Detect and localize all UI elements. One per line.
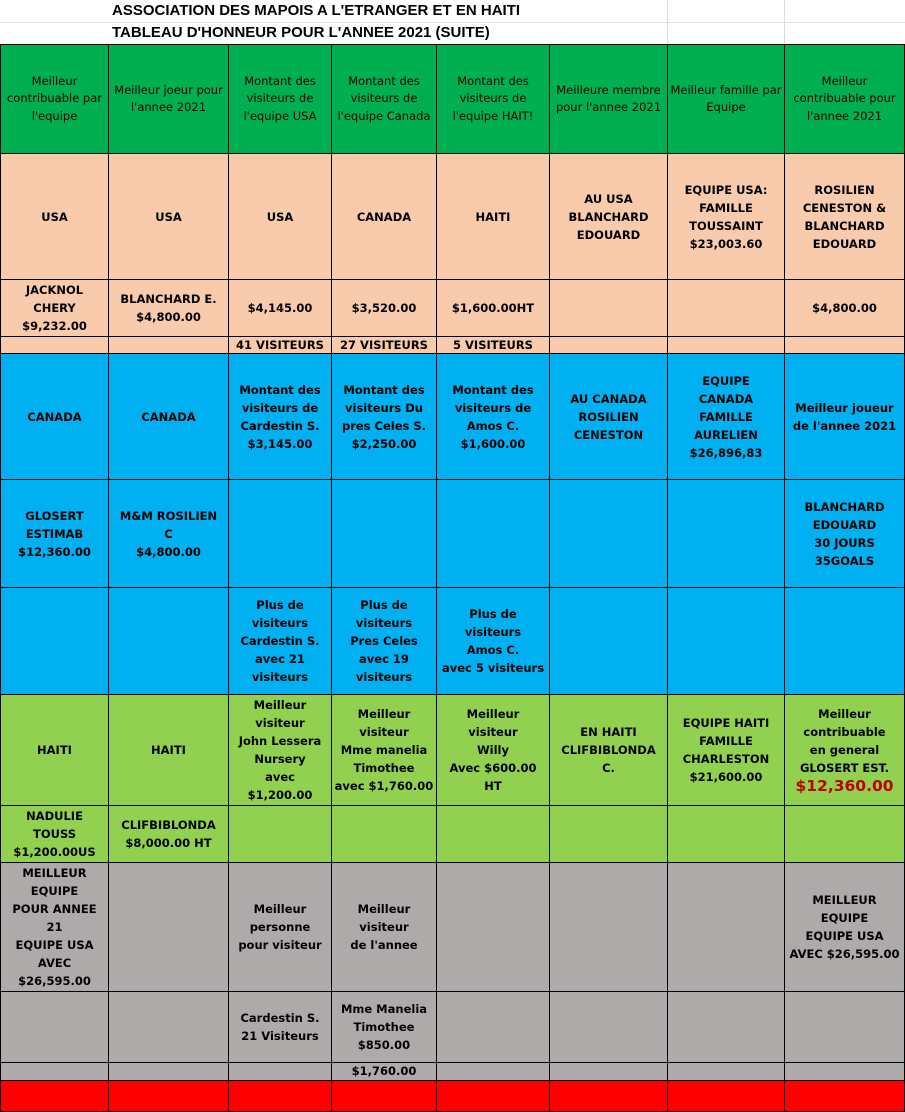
header-cell: Meilleur contribuable pour l'annee 2021: [785, 45, 905, 154]
table-cell: 27 VISITEURS: [332, 337, 437, 354]
table-cell: [437, 1063, 550, 1081]
table-cell: Plus de visiteurs Cardestin S. avec 21 visiteurs: [229, 588, 332, 695]
table-cell: BLANCHARD E. $4,800.00: [109, 280, 229, 337]
table-cell: $3,520.00: [332, 280, 437, 337]
table-cell: Cardestin S. 21 Visiteurs: [229, 992, 332, 1063]
best-team-row: [1, 992, 905, 1063]
table-cell: [668, 863, 785, 992]
contributor-amount: $12,360.00: [795, 777, 894, 795]
table-cell: [550, 806, 668, 863]
footer-cell: [109, 1081, 229, 1112]
table-cell: Montant des visiteurs de Cardestin S. $3,145.00: [229, 354, 332, 480]
table-cell: BLANCHARD EDOUARD 30 JOURS 35GOALS: [785, 480, 905, 588]
table-cell: CANADA: [332, 154, 437, 280]
table-cell: [1, 588, 109, 695]
table-cell: [437, 863, 550, 992]
table-cell: [1, 992, 109, 1063]
table-cell: NADULIE TOUSS $1,200.00US: [1, 806, 109, 863]
table-cell: [437, 806, 550, 863]
usa-row: [1, 280, 905, 337]
table-cell: CANADA: [1, 354, 109, 480]
table-cell: HAITI: [437, 154, 550, 280]
table-cell: [668, 480, 785, 588]
table-cell: [785, 337, 905, 354]
footer-cell: [229, 1081, 332, 1112]
table-cell: Meilleur joueur de l'annee 2021: [785, 354, 905, 480]
table-cell: CANADA: [109, 354, 229, 480]
table-cell: AU USA BLANCHARD EDOUARD: [550, 154, 668, 280]
sheet-subtitle: TABLEAU D'HONNEUR POUR L'ANNEE 2021 (SUITE): [112, 24, 490, 41]
table-cell: Meilleur personne pour visiteur: [229, 863, 332, 992]
header-cell: Meilleur contribuable par l'equipe: [1, 45, 109, 154]
footer-cell: [550, 1081, 668, 1112]
table-cell: MEILLEUR EQUIPE EQUIPE USA AVEC $26,595.00: [785, 863, 905, 992]
table-cell: [668, 806, 785, 863]
table-cell: [550, 280, 668, 337]
contributor-note: Meilleur contribuable en general GLOSERT EST.: [799, 707, 890, 775]
table-cell: USA: [109, 154, 229, 280]
title-row-divider: [0, 22, 905, 23]
header-cell: Meilleur joeur pour l'annee 2021: [109, 45, 229, 154]
table-cell: [1, 337, 109, 354]
best-team-row: [1, 863, 905, 992]
table-cell: GLOSERT ESTIMAB $12,360.00: [1, 480, 109, 588]
footer-cell: [785, 1081, 905, 1112]
table-cell: [437, 992, 550, 1063]
table-cell: EN HAITI CLIFBIBLONDA C.: [550, 695, 668, 806]
table-cell: Meilleur visiteur John Lessera Nursery avec $1,200.00: [229, 695, 332, 806]
best-team-row: [1, 1063, 905, 1081]
table-cell: CLIFBIBLONDA $8,000.00 HT: [109, 806, 229, 863]
table-cell: [785, 1063, 905, 1081]
footer-row: [1, 1081, 905, 1112]
table-cell: M&M ROSILIEN C $4,800.00: [109, 480, 229, 588]
table-cell: EQUIPE USA: FAMILLE TOUSSAINT $23,003.60: [668, 154, 785, 280]
table-cell: [785, 588, 905, 695]
footer-cell: [332, 1081, 437, 1112]
usa-row: [1, 154, 905, 280]
table-cell: ROSILIEN CENESTON & BLANCHARD EDOUARD: [785, 154, 905, 280]
table-cell: [109, 992, 229, 1063]
table-cell: $1,600.00HT: [437, 280, 550, 337]
footer-cell: [668, 1081, 785, 1112]
table-cell: [437, 480, 550, 588]
table-cell: [550, 863, 668, 992]
table-cell: HAITI: [109, 695, 229, 806]
table-cell: [550, 1063, 668, 1081]
table-cell: [785, 695, 905, 806]
table-cell: USA: [229, 154, 332, 280]
table-cell: [668, 1063, 785, 1081]
table-cell: Plus de visiteurs Pres Celes avec 19 visiteurs: [332, 588, 437, 695]
table-cell: [1, 1063, 109, 1081]
table-cell: [668, 280, 785, 337]
canada-row: [1, 480, 905, 588]
table-cell: [668, 588, 785, 695]
table-cell: [109, 1063, 229, 1081]
table-cell: [668, 992, 785, 1063]
title-grid-line: [667, 0, 668, 44]
table-cell: [785, 992, 905, 1063]
table-cell: $1,760.00: [332, 1063, 437, 1081]
header-cell: Montant des visiteurs de l'equipe HAIT!: [437, 45, 550, 154]
title-grid-line: [784, 0, 785, 44]
table-cell: [109, 588, 229, 695]
table-cell: Montant des visiteurs de Amos C. $1,600.00: [437, 354, 550, 480]
table-cell: Plus de visiteurs Amos C. avec 5 visiteurs: [437, 588, 550, 695]
table-cell: [229, 1063, 332, 1081]
table-cell: JACKNOL CHERY $9,232.00: [1, 280, 109, 337]
header-row: [1, 45, 905, 154]
table-cell: [332, 480, 437, 588]
footer-cell: [437, 1081, 550, 1112]
footer-cell: [1, 1081, 109, 1112]
table-cell: USA: [1, 154, 109, 280]
table-cell: $4,145.00: [229, 280, 332, 337]
table-cell: 41 VISITEURS: [229, 337, 332, 354]
table-cell: $4,800.00: [785, 280, 905, 337]
haiti-row: [1, 695, 905, 806]
table-cell: [550, 480, 668, 588]
table-cell: EQUIPE CANADA FAMILLE AURELIEN $26,896,83: [668, 354, 785, 480]
table-cell: [109, 863, 229, 992]
table-cell: [550, 992, 668, 1063]
table-cell: [785, 806, 905, 863]
table-cell: EQUIPE HAITI FAMILLE CHARLESTON $21,600.00: [668, 695, 785, 806]
table-cell: 5 VISITEURS: [437, 337, 550, 354]
table-cell: Meilleur visiteur Willy Avec $600.00 HT: [437, 695, 550, 806]
haiti-row: [1, 806, 905, 863]
table-cell: [229, 806, 332, 863]
usa-row: [1, 337, 905, 354]
table-cell: Mme Manelia Timothee $850.00: [332, 992, 437, 1063]
table-cell: [550, 337, 668, 354]
canada-row: [1, 588, 905, 695]
header-cell: Montant des visiteurs de l'equipe Canada: [332, 45, 437, 154]
table-cell: [550, 588, 668, 695]
header-cell: Meilleure membre pour l'annee 2021: [550, 45, 668, 154]
table-cell: MEILLEUR EQUIPE POUR ANNEE 21 EQUIPE USA AVEC $26,595.00: [1, 863, 109, 992]
sheet-title: ASSOCIATION DES MAPOIS A L'ETRANGER ET EN HAITI: [112, 2, 521, 19]
table-cell: Montant des visiteurs Du pres Celes S. $2,250.00: [332, 354, 437, 480]
table-cell: AU CANADA ROSILIEN CENESTON: [550, 354, 668, 480]
header-cell: Meilleur famille par Equipe: [668, 45, 785, 154]
table-cell: [332, 806, 437, 863]
honor-table: [0, 44, 905, 1112]
table-cell: Meilleur visiteur de l'annee: [332, 863, 437, 992]
table-cell: Meilleur visiteur Mme manelia Timothee avec $1,760.00: [332, 695, 437, 806]
table-cell: [109, 337, 229, 354]
header-cell: Montant des visiteurs de l'equipe USA: [229, 45, 332, 154]
table-cell: HAITI: [1, 695, 109, 806]
table-cell: [668, 337, 785, 354]
table-cell: [229, 480, 332, 588]
canada-row: [1, 354, 905, 480]
